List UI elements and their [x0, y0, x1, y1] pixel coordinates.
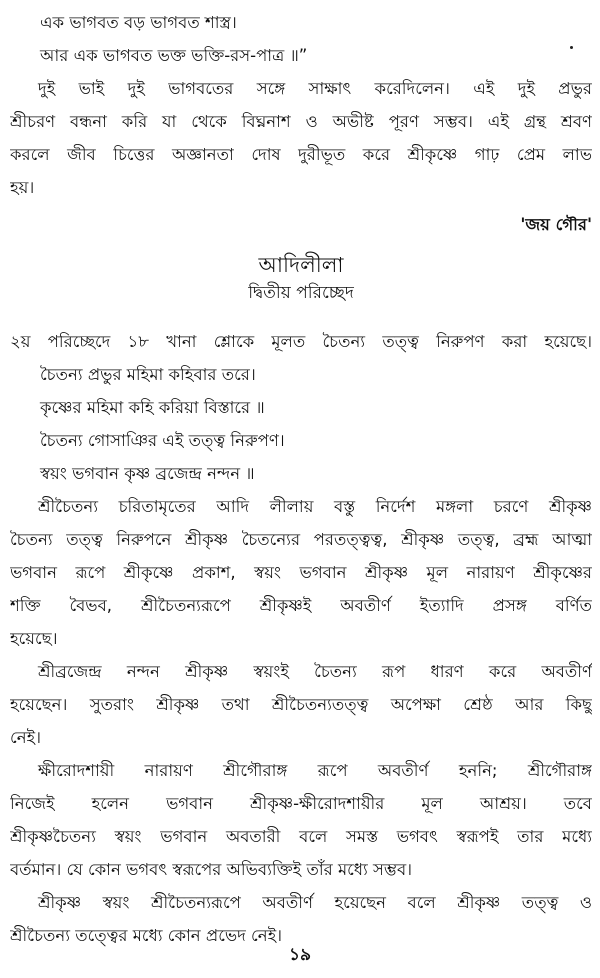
- text-line: হয়েছেন। সুতরাং শ্রীকৃষ্ণ তথা শ্রীচৈতন্যতত্ত্ব অপেক্ষা শ্রেষ্ঠ আর কিছু: [10, 695, 592, 714]
- text-line: শ্রীচৈতন্য তত্ত্বের মধ্যে কোন প্রভেদ নেই।: [10, 926, 283, 945]
- signature: 'জয় গৌর': [520, 215, 592, 234]
- text-line: ক্ষীরোদশায়ী নারায়ণ শ্রীগৌরাঙ্গ রূপে অবতীর্ণ হননি; শ্রীগৌরাঙ্গ: [38, 761, 592, 780]
- ink-speck: [570, 46, 573, 49]
- text-line: ভগবান রূপে শ্রীকৃষ্ণে প্রকাশ, স্বয়ং ভগবান শ্রীকৃষ্ণ মূল নারায়ণ শ্রীকৃষ্ণের: [10, 563, 592, 582]
- page-number: ১৯: [288, 945, 312, 965]
- text-line: শ্রীচরণ বন্ধনা করি যা থেকে বিঘ্ননাশ ও অভীষ্ট পূরণ সম্ভব। এই গ্রন্থ শ্রবণ: [10, 112, 592, 131]
- paragraph: [10, 754, 592, 886]
- verse-line: চৈতন্য প্রভুর মহিমা কহিবার তরে।: [40, 365, 256, 384]
- text-line: করলে জীব চিত্তের অজ্ঞানতা দোষ দুরীভূত করে শ্রীকৃষ্ণে গাঢ় প্রেম লাভ: [10, 145, 592, 164]
- chapter-subtitle: দ্বিতীয় পরিচ্ছেদ: [248, 283, 354, 303]
- page: [10, 6, 592, 952]
- verse-line: কৃষ্ণের মহিমা কহি করিয়া বিস্তারে ॥: [40, 398, 265, 417]
- text-line: হয়েছে।: [10, 629, 58, 648]
- text-line: বর্তমান। যে কোন ভগবৎ স্বরূপের অভিব্যক্তিই তাঁর মধ্যে সম্ভব।: [10, 860, 413, 879]
- verse-line: আর এক ভাগবত ভক্ত ভক্তি-রস-পাত্র ॥”: [40, 46, 308, 65]
- intro-paragraph: [10, 72, 592, 204]
- chapter-intro: ২য় পরিচ্ছেদে ১৮ খানা শ্লোকে মূলত চৈতন্য তত্ত্ব নিরুপণ করা হয়েছে।: [10, 332, 592, 351]
- text-line: শ্রীব্রজেন্দ্র নন্দন শ্রীকৃষ্ণ স্বয়ংই চৈতন্য রূপ ধারণ করে অবতীর্ণ: [38, 662, 592, 681]
- chapter-verses: [10, 358, 592, 490]
- text-line: শ্রীচৈতন্য চরিতামৃতের আদি লীলায় বস্তু নির্দেশ মঙ্গলা চরণে শ্রীকৃষ্ণ: [38, 497, 592, 516]
- text-line: চৈতন্য তত্ত্ব নিরুপনে শ্রীকৃষ্ণ চৈতন্যের পরতত্ত্বত্ব, শ্রীকৃষ্ণ তত্ত্ব, ব্রহ্ম আত্মা: [10, 530, 592, 549]
- text-line: নেই।: [10, 728, 42, 747]
- text-line: দুই ভাই দুই ভাগবতের সঙ্গে সাক্ষাৎ করেদিলেন। এই দুই প্রভুর: [38, 79, 592, 98]
- paragraph: [10, 490, 592, 655]
- verse-line: এক ভাগবত বড় ভাগবত শাস্ত্র।: [40, 13, 237, 32]
- verse-line: স্বয়ং ভগবান কৃষ্ণ ব্রজেন্দ্র নন্দন ॥: [40, 464, 255, 483]
- verse-line: চৈতন্য গোসাঞির এই তত্ত্ব নিরুপণ।: [40, 431, 285, 450]
- text-line: শ্রীকৃষ্ণ স্বয়ং শ্রীচৈতন্যরূপে অবতীর্ণ হয়েছেন বলে শ্রীকৃষ্ণ তত্ত্ব ও: [38, 893, 592, 912]
- text-line: নিজেই হলেন ভগবান শ্রীকৃষ্ণ-ক্ষীরোদশায়ীর মূল আশ্রয়। তবে: [10, 794, 592, 813]
- chapter-title: আদিলীলা: [258, 253, 344, 277]
- text-line: হয়।: [10, 178, 35, 197]
- text-line: শ্রীকৃষ্ণচৈতন্য স্বয়ং ভগবান অবতারী বলে সমস্ত ভগবৎ স্বরূপই তার মধ্যে: [10, 827, 592, 846]
- paragraph: [10, 655, 592, 754]
- text-line: শক্তি বৈভব, শ্রীচৈতন্যরূপে শ্রীকৃষ্ণই অবতীর্ণ ইত্যাদি প্রসঙ্গ বর্ণিত: [10, 596, 592, 615]
